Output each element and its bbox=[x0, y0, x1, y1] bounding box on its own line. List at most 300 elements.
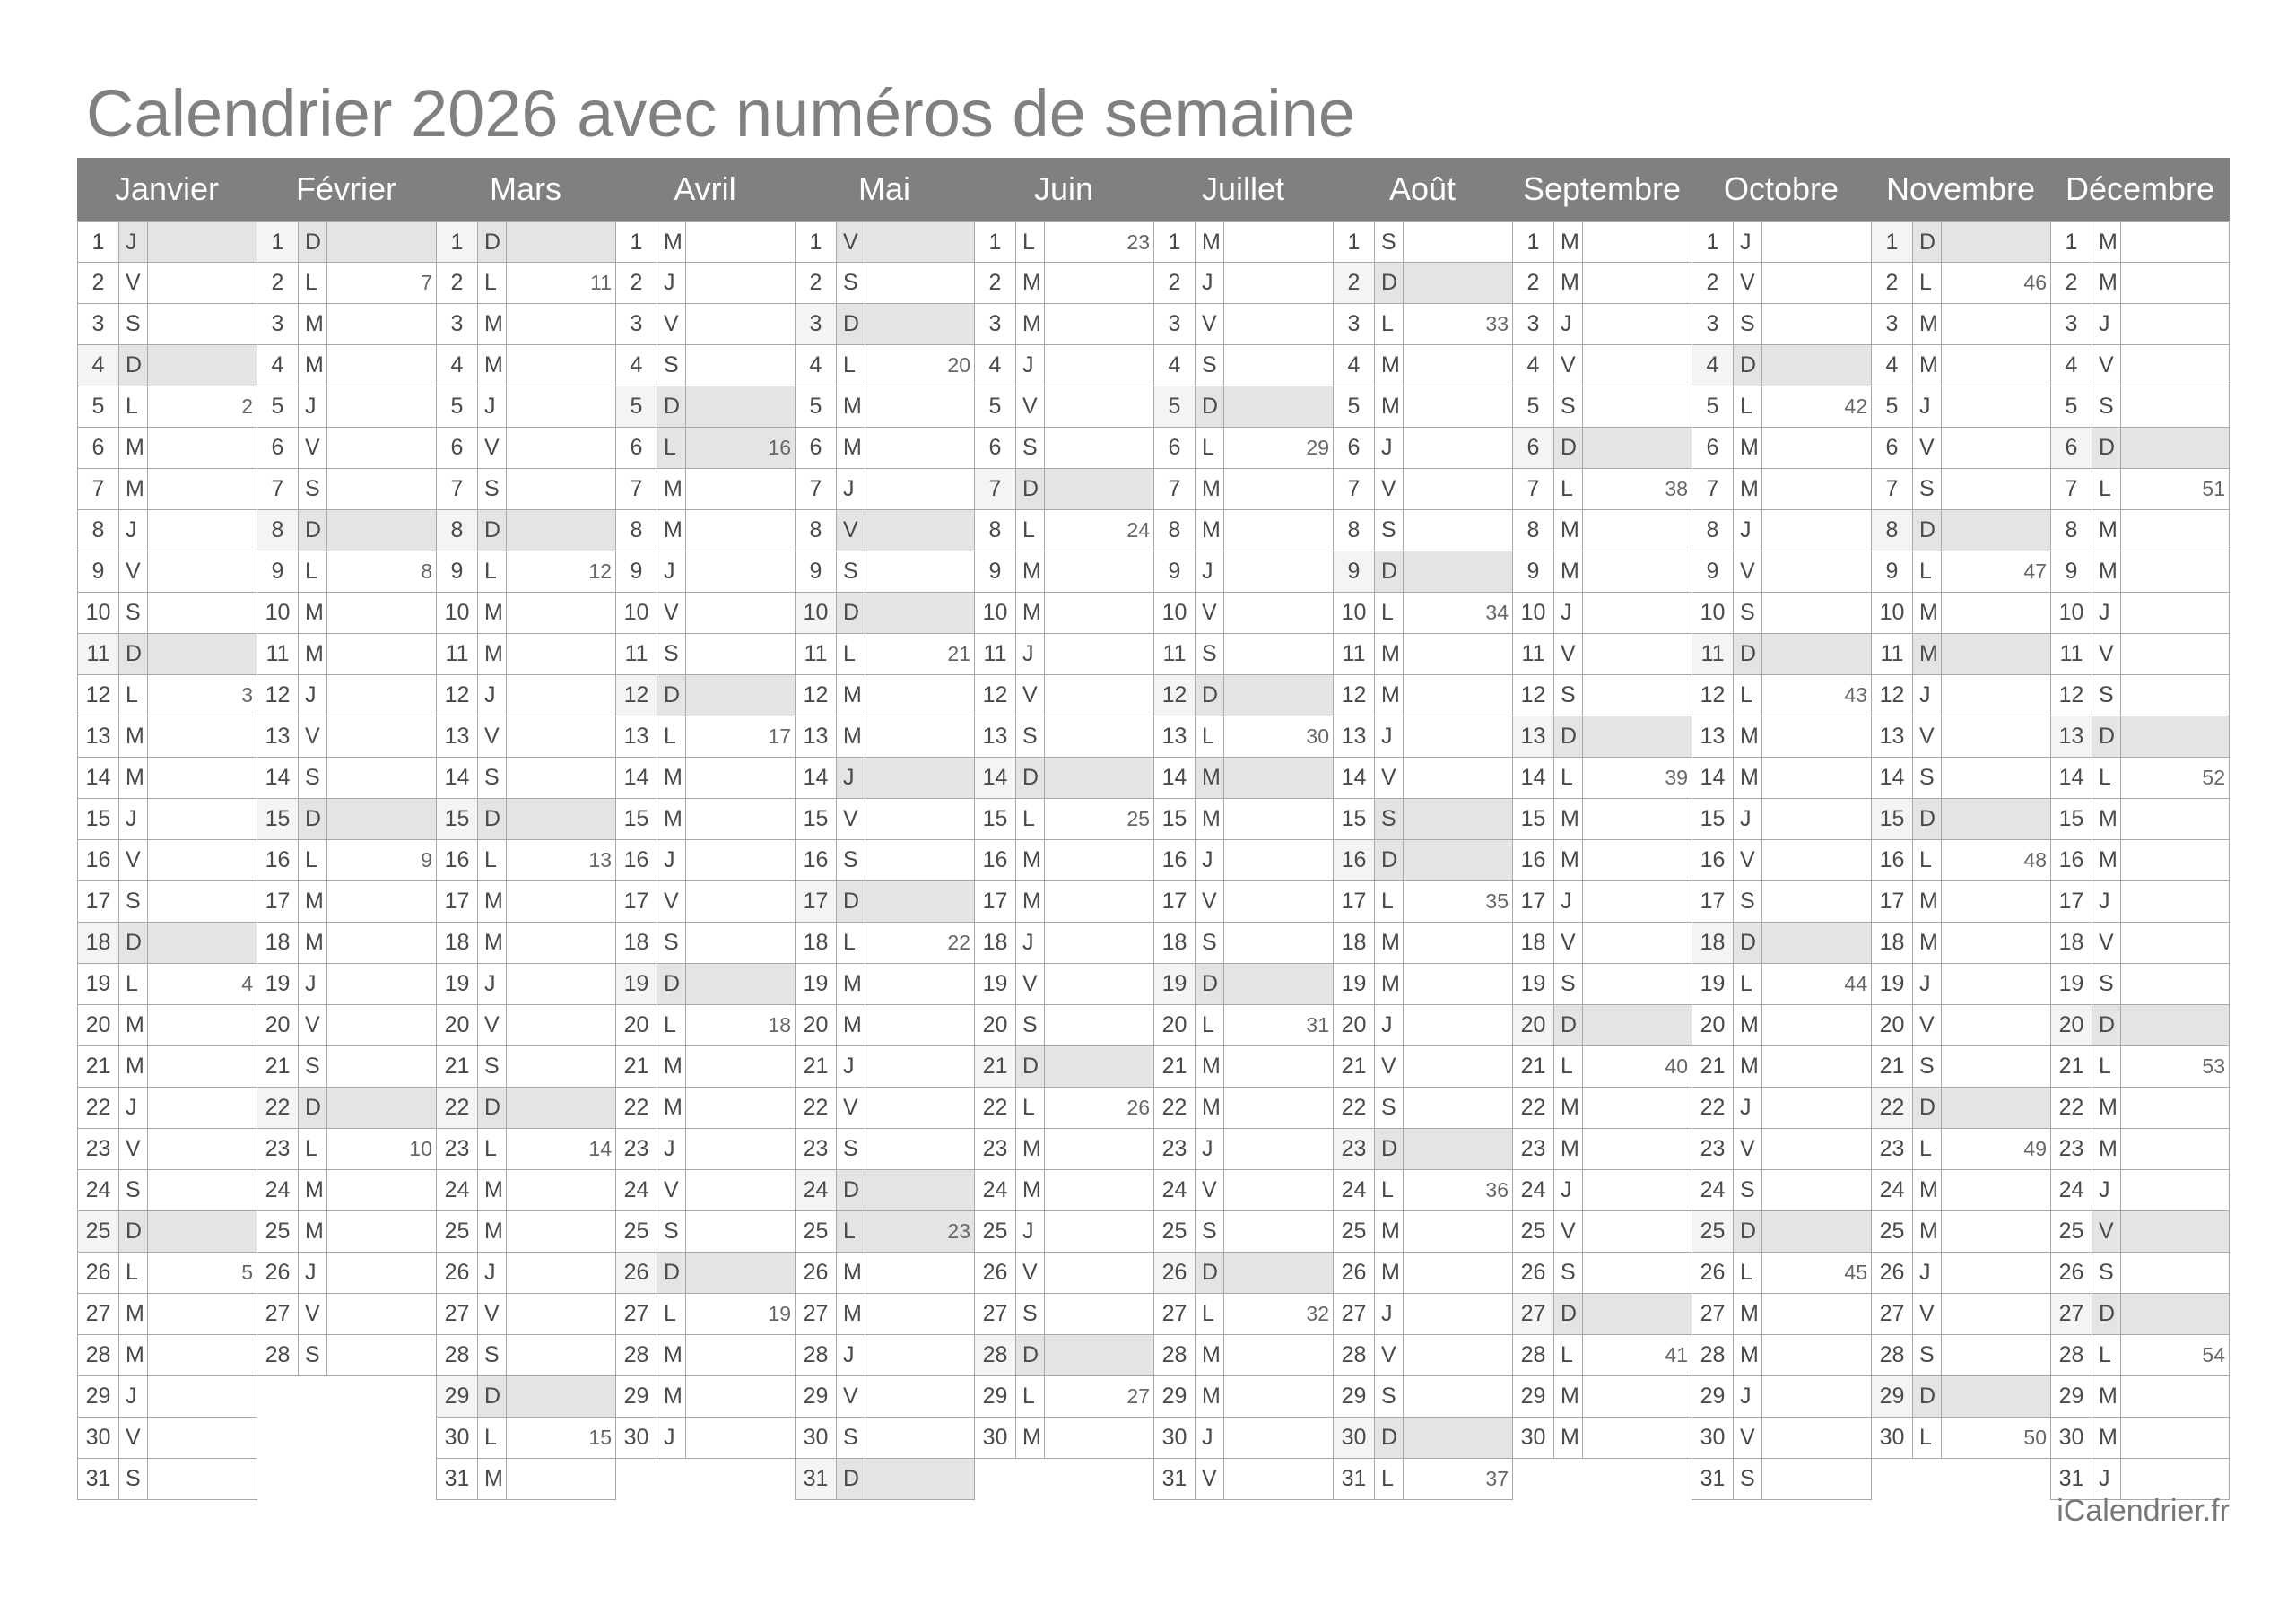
week-number bbox=[1224, 634, 1333, 674]
week-number bbox=[1762, 1335, 1871, 1375]
day-number: 8 bbox=[1872, 510, 1913, 551]
day-row bbox=[437, 1129, 615, 1170]
day-row bbox=[1154, 1294, 1333, 1335]
weekday-letter: J bbox=[1734, 1376, 1762, 1417]
weekday-letter: M bbox=[1016, 1170, 1045, 1210]
weekday-letter: M bbox=[2092, 1376, 2121, 1417]
day-number: 8 bbox=[1334, 510, 1375, 551]
day-number: 4 bbox=[437, 345, 478, 386]
day-row bbox=[257, 304, 436, 345]
weekday-letter: M bbox=[119, 1046, 148, 1087]
day-number: 6 bbox=[257, 428, 299, 468]
day-row bbox=[1154, 1170, 1333, 1211]
week-number bbox=[865, 222, 974, 262]
weekday-letter: J bbox=[1016, 1211, 1045, 1252]
weekday-letter: D bbox=[478, 799, 507, 839]
day-row bbox=[1513, 428, 1692, 469]
weekday-letter: V bbox=[478, 1005, 507, 1045]
day-row bbox=[1872, 221, 2050, 263]
weekday-letter: V bbox=[837, 1088, 865, 1128]
weekday-letter: M bbox=[2092, 1129, 2121, 1169]
day-number: 12 bbox=[975, 675, 1016, 716]
day-number: 7 bbox=[1692, 469, 1734, 509]
day-number: 26 bbox=[2051, 1253, 2092, 1293]
week-number bbox=[1045, 634, 1153, 674]
week-number bbox=[865, 964, 974, 1004]
day-row bbox=[78, 1005, 257, 1046]
day-number: 16 bbox=[975, 840, 1016, 880]
week-number: 49 bbox=[2023, 1137, 2047, 1160]
day-number: 1 bbox=[437, 222, 478, 262]
week-number bbox=[1045, 1253, 1153, 1293]
weekday-letter: J bbox=[1734, 1088, 1762, 1128]
weekday-letter: M bbox=[119, 1335, 148, 1375]
day-row bbox=[1692, 1253, 1871, 1294]
weekday-letter: D bbox=[1196, 1253, 1224, 1293]
day-number: 13 bbox=[616, 716, 657, 757]
day-number: 15 bbox=[796, 799, 837, 839]
weekday-letter: M bbox=[657, 469, 686, 509]
weekday-letter: L bbox=[1913, 551, 1942, 592]
week-number bbox=[2121, 1418, 2229, 1458]
day-row bbox=[1334, 1253, 1512, 1294]
day-number: 20 bbox=[2051, 1005, 2092, 1045]
week-number bbox=[1404, 716, 1512, 757]
day-number: 16 bbox=[2051, 840, 2092, 880]
day-number: 4 bbox=[1154, 345, 1196, 386]
day-row bbox=[1513, 1088, 1692, 1129]
week-number bbox=[1583, 1088, 1692, 1128]
week-number bbox=[1404, 551, 1512, 592]
weekday-letter: S bbox=[119, 1170, 148, 1210]
day-number: 24 bbox=[796, 1170, 837, 1210]
day-row bbox=[2051, 1211, 2229, 1253]
weekday-letter: L bbox=[1375, 304, 1404, 344]
week-number bbox=[148, 1376, 257, 1417]
weekday-letter: L bbox=[1016, 222, 1045, 262]
weekday-letter: M bbox=[1375, 386, 1404, 427]
month-header: Février bbox=[295, 170, 396, 207]
day-row bbox=[78, 799, 257, 840]
day-number: 13 bbox=[2051, 716, 2092, 757]
day-row bbox=[975, 345, 1153, 386]
weekday-letter: M bbox=[2092, 799, 2121, 839]
day-row bbox=[1513, 675, 1692, 716]
day-row bbox=[1334, 1418, 1512, 1459]
day-number: 22 bbox=[78, 1088, 119, 1128]
weekday-letter: M bbox=[299, 304, 327, 344]
weekday-letter: V bbox=[1734, 840, 1762, 880]
day-number: 2 bbox=[1872, 263, 1913, 303]
weekday-letter: V bbox=[1554, 1211, 1583, 1252]
week-number bbox=[1583, 345, 1692, 386]
day-row bbox=[975, 634, 1153, 675]
day-number: 18 bbox=[2051, 923, 2092, 963]
day-number: 9 bbox=[1872, 551, 1913, 592]
weekday-letter: S bbox=[1734, 593, 1762, 633]
day-row bbox=[1154, 428, 1333, 469]
weekday-letter: S bbox=[657, 345, 686, 386]
week-number: 25 bbox=[1126, 807, 1150, 830]
weekday-letter: M bbox=[837, 964, 865, 1004]
weekday-letter: V bbox=[1554, 923, 1583, 963]
week-number bbox=[148, 1211, 257, 1252]
day-row bbox=[437, 1005, 615, 1046]
weekday-letter: L bbox=[1196, 1005, 1224, 1045]
weekday-letter: J bbox=[1196, 1129, 1224, 1169]
day-row bbox=[1872, 1170, 2050, 1211]
weekday-letter: D bbox=[299, 510, 327, 551]
week-number bbox=[865, 469, 974, 509]
weekday-letter: M bbox=[478, 1211, 507, 1252]
week-number bbox=[1404, 222, 1512, 262]
day-row bbox=[1334, 716, 1512, 758]
day-number: 27 bbox=[616, 1294, 657, 1334]
week-number bbox=[1404, 1088, 1512, 1128]
day-number: 24 bbox=[78, 1170, 119, 1210]
day-row bbox=[437, 1376, 615, 1418]
week-number bbox=[1045, 1211, 1153, 1252]
weekday-letter: D bbox=[2092, 428, 2121, 468]
week-number bbox=[686, 1211, 795, 1252]
day-row bbox=[437, 551, 615, 593]
day-row bbox=[78, 1170, 257, 1211]
week-number bbox=[1404, 1046, 1512, 1087]
day-row bbox=[796, 263, 974, 304]
day-row bbox=[1872, 799, 2050, 840]
week-number bbox=[1762, 345, 1871, 386]
day-row bbox=[1513, 634, 1692, 675]
day-row bbox=[975, 964, 1153, 1005]
day-number: 20 bbox=[975, 1005, 1016, 1045]
day-number: 17 bbox=[1334, 881, 1375, 922]
month-grid bbox=[77, 221, 2230, 1500]
day-number: 31 bbox=[1334, 1459, 1375, 1499]
day-number: 1 bbox=[616, 222, 657, 262]
weekday-letter: V bbox=[1913, 1294, 1942, 1334]
day-number: 28 bbox=[796, 1335, 837, 1375]
week-number bbox=[327, 1211, 436, 1252]
week-number bbox=[1404, 510, 1512, 551]
day-row bbox=[1692, 634, 1871, 675]
day-number: 4 bbox=[78, 345, 119, 386]
weekday-letter: S bbox=[2092, 386, 2121, 427]
weekday-letter: S bbox=[299, 1335, 327, 1375]
weekday-letter: V bbox=[837, 799, 865, 839]
day-number: 7 bbox=[796, 469, 837, 509]
day-row bbox=[975, 1253, 1153, 1294]
weekday-letter: M bbox=[657, 758, 686, 798]
week-number bbox=[1045, 1294, 1153, 1334]
day-row bbox=[437, 1418, 615, 1459]
week-number bbox=[865, 1253, 974, 1293]
day-row bbox=[1692, 510, 1871, 551]
day-number: 7 bbox=[78, 469, 119, 509]
day-number: 30 bbox=[1692, 1418, 1734, 1458]
day-number: 30 bbox=[437, 1418, 478, 1458]
weekday-letter: M bbox=[478, 923, 507, 963]
day-row bbox=[437, 386, 615, 428]
day-row bbox=[1154, 1418, 1333, 1459]
weekday-letter: M bbox=[1913, 1170, 1942, 1210]
day-row bbox=[1872, 923, 2050, 964]
week-number bbox=[865, 881, 974, 922]
week-number bbox=[1762, 758, 1871, 798]
month-header: Mai bbox=[857, 170, 910, 207]
week-number bbox=[865, 758, 974, 798]
day-number: 15 bbox=[78, 799, 119, 839]
weekday-letter: M bbox=[837, 386, 865, 427]
day-number: 24 bbox=[616, 1170, 657, 1210]
day-row bbox=[616, 1129, 795, 1170]
weekday-letter: V bbox=[299, 1294, 327, 1334]
weekday-letter: D bbox=[1554, 1005, 1583, 1045]
week-number bbox=[1045, 1129, 1153, 1169]
day-number: 23 bbox=[257, 1129, 299, 1169]
week-number: 27 bbox=[1126, 1384, 1150, 1408]
week-number bbox=[327, 1335, 436, 1375]
day-number: 11 bbox=[1692, 634, 1734, 674]
day-row bbox=[1334, 1376, 1512, 1418]
day-number: 21 bbox=[1692, 1046, 1734, 1087]
week-number bbox=[1942, 428, 2050, 468]
day-row bbox=[257, 510, 436, 551]
weekday-letter: L bbox=[1913, 1129, 1942, 1169]
day-number: 2 bbox=[78, 263, 119, 303]
weekday-letter: S bbox=[1913, 1046, 1942, 1087]
month-column bbox=[615, 221, 795, 1500]
day-number: 22 bbox=[257, 1088, 299, 1128]
weekday-letter: J bbox=[1554, 881, 1583, 922]
weekday-letter: M bbox=[1554, 222, 1583, 262]
weekday-letter: J bbox=[1375, 1005, 1404, 1045]
day-row bbox=[1334, 345, 1512, 386]
weekday-letter: M bbox=[1016, 881, 1045, 922]
weekday-letter: L bbox=[1375, 1459, 1404, 1499]
weekday-letter: J bbox=[1016, 634, 1045, 674]
week-number bbox=[1224, 964, 1333, 1004]
day-number: 9 bbox=[78, 551, 119, 592]
day-row bbox=[1692, 263, 1871, 304]
week-number bbox=[686, 758, 795, 798]
day-row bbox=[1872, 263, 2050, 304]
week-number: 19 bbox=[768, 1302, 791, 1325]
day-number: 12 bbox=[1154, 675, 1196, 716]
weekday-letter: D bbox=[299, 222, 327, 262]
weekday-letter: D bbox=[837, 881, 865, 922]
weekday-letter: J bbox=[2092, 1459, 2121, 1499]
day-number: 25 bbox=[616, 1211, 657, 1252]
weekday-letter: D bbox=[1375, 263, 1404, 303]
day-number: 4 bbox=[616, 345, 657, 386]
day-number: 23 bbox=[1872, 1129, 1913, 1169]
weekday-letter: S bbox=[1196, 1211, 1224, 1252]
day-row bbox=[796, 1335, 974, 1376]
week-number bbox=[1224, 304, 1333, 344]
week-number bbox=[1942, 716, 2050, 757]
day-number: 20 bbox=[1154, 1005, 1196, 1045]
day-number: 29 bbox=[1692, 1376, 1734, 1417]
day-row bbox=[1334, 593, 1512, 634]
day-number: 9 bbox=[437, 551, 478, 592]
week-number bbox=[686, 881, 795, 922]
week-number bbox=[1942, 345, 2050, 386]
day-number: 5 bbox=[1872, 386, 1913, 427]
weekday-letter: D bbox=[1375, 1129, 1404, 1169]
day-row bbox=[1154, 263, 1333, 304]
day-row bbox=[796, 510, 974, 551]
day-row bbox=[616, 1418, 795, 1459]
week-number: 13 bbox=[588, 848, 612, 872]
day-number: 23 bbox=[1692, 1129, 1734, 1169]
day-row bbox=[1334, 1459, 1512, 1500]
week-number: 5 bbox=[241, 1261, 253, 1284]
day-number: 10 bbox=[1154, 593, 1196, 633]
weekday-letter: V bbox=[1734, 1418, 1762, 1458]
day-number: 17 bbox=[1513, 881, 1554, 922]
week-number bbox=[327, 716, 436, 757]
weekday-letter: J bbox=[1913, 964, 1942, 1004]
day-number: 19 bbox=[975, 964, 1016, 1004]
day-number: 14 bbox=[2051, 758, 2092, 798]
week-number bbox=[148, 551, 257, 592]
weekday-letter: D bbox=[1375, 840, 1404, 880]
week-number bbox=[148, 304, 257, 344]
weekday-letter: M bbox=[1196, 758, 1224, 798]
day-row bbox=[1692, 675, 1871, 716]
day-number: 2 bbox=[616, 263, 657, 303]
day-row bbox=[1513, 964, 1692, 1005]
day-number: 21 bbox=[1154, 1046, 1196, 1087]
day-row bbox=[616, 593, 795, 634]
week-number bbox=[1942, 1376, 2050, 1417]
day-row bbox=[1154, 799, 1333, 840]
day-row bbox=[975, 428, 1153, 469]
week-number bbox=[507, 1211, 615, 1252]
week-number bbox=[1762, 881, 1871, 922]
week-number bbox=[1583, 1294, 1692, 1334]
week-number bbox=[1583, 840, 1692, 880]
day-row bbox=[1692, 1294, 1871, 1335]
day-number: 7 bbox=[1334, 469, 1375, 509]
weekday-letter: V bbox=[2092, 923, 2121, 963]
day-row bbox=[1334, 675, 1512, 716]
weekday-letter: M bbox=[1734, 1294, 1762, 1334]
day-number: 18 bbox=[257, 923, 299, 963]
day-number: 28 bbox=[78, 1335, 119, 1375]
weekday-letter: V bbox=[299, 428, 327, 468]
week-number bbox=[148, 510, 257, 551]
weekday-letter: L bbox=[299, 840, 327, 880]
day-row bbox=[2051, 551, 2229, 593]
day-row bbox=[257, 675, 436, 716]
day-row bbox=[1692, 221, 1871, 263]
weekday-letter: D bbox=[1913, 510, 1942, 551]
weekday-letter: M bbox=[657, 1335, 686, 1375]
weekday-letter: S bbox=[1016, 1294, 1045, 1334]
day-row bbox=[257, 634, 436, 675]
month-column bbox=[257, 221, 436, 1500]
day-row bbox=[257, 1088, 436, 1129]
week-number: 51 bbox=[2202, 477, 2225, 500]
week-number: 21 bbox=[947, 642, 970, 665]
weekday-letter: L bbox=[299, 263, 327, 303]
weekday-letter: S bbox=[299, 1046, 327, 1087]
week-number bbox=[1942, 469, 2050, 509]
day-row bbox=[257, 386, 436, 428]
week-number bbox=[1762, 510, 1871, 551]
day-number: 8 bbox=[257, 510, 299, 551]
day-number: 29 bbox=[975, 1376, 1016, 1417]
day-number: 25 bbox=[437, 1211, 478, 1252]
week-number bbox=[865, 304, 974, 344]
weekday-letter: J bbox=[2092, 304, 2121, 344]
day-number: 12 bbox=[1334, 675, 1375, 716]
day-number: 5 bbox=[796, 386, 837, 427]
day-number: 12 bbox=[1513, 675, 1554, 716]
day-number: 22 bbox=[1692, 1088, 1734, 1128]
day-number: 6 bbox=[1692, 428, 1734, 468]
day-number: 25 bbox=[1872, 1211, 1913, 1252]
weekday-letter: V bbox=[1913, 1005, 1942, 1045]
day-number: 29 bbox=[1513, 1376, 1554, 1417]
weekday-letter: J bbox=[1734, 222, 1762, 262]
weekday-letter: L bbox=[1734, 386, 1762, 427]
weekday-letter: V bbox=[1375, 1046, 1404, 1087]
week-number bbox=[327, 964, 436, 1004]
day-row bbox=[796, 221, 974, 263]
week-number bbox=[327, 510, 436, 551]
week-number: 18 bbox=[768, 1013, 791, 1037]
weekday-letter: L bbox=[1554, 758, 1583, 798]
day-number: 15 bbox=[2051, 799, 2092, 839]
day-number: 17 bbox=[1872, 881, 1913, 922]
month-column bbox=[1153, 221, 1333, 1500]
day-number: 27 bbox=[2051, 1294, 2092, 1334]
day-number: 24 bbox=[1513, 1170, 1554, 1210]
day-row bbox=[78, 304, 257, 345]
weekday-letter: J bbox=[1196, 1418, 1224, 1458]
week-number: 20 bbox=[947, 353, 970, 377]
day-row bbox=[1154, 1376, 1333, 1418]
weekday-letter: M bbox=[657, 799, 686, 839]
weekday-letter: M bbox=[1196, 1376, 1224, 1417]
day-row bbox=[1513, 551, 1692, 593]
week-number bbox=[148, 263, 257, 303]
week-number: 47 bbox=[2023, 559, 2047, 583]
week-number bbox=[1583, 386, 1692, 427]
day-number: 22 bbox=[1334, 1088, 1375, 1128]
week-number bbox=[1224, 1211, 1333, 1252]
day-number: 7 bbox=[975, 469, 1016, 509]
weekday-letter: V bbox=[657, 593, 686, 633]
week-number bbox=[507, 304, 615, 344]
week-number bbox=[2121, 634, 2229, 674]
day-row bbox=[1334, 510, 1512, 551]
weekday-letter: D bbox=[1554, 1294, 1583, 1334]
day-number: 23 bbox=[2051, 1129, 2092, 1169]
weekday-letter: V bbox=[1016, 964, 1045, 1004]
week-number bbox=[327, 1046, 436, 1087]
day-row bbox=[437, 1170, 615, 1211]
week-number bbox=[1045, 1046, 1153, 1087]
day-number: 14 bbox=[1692, 758, 1734, 798]
week-number bbox=[686, 923, 795, 963]
week-number bbox=[1224, 1046, 1333, 1087]
day-row bbox=[1872, 1211, 2050, 1253]
day-number: 6 bbox=[1334, 428, 1375, 468]
day-number: 29 bbox=[2051, 1376, 2092, 1417]
